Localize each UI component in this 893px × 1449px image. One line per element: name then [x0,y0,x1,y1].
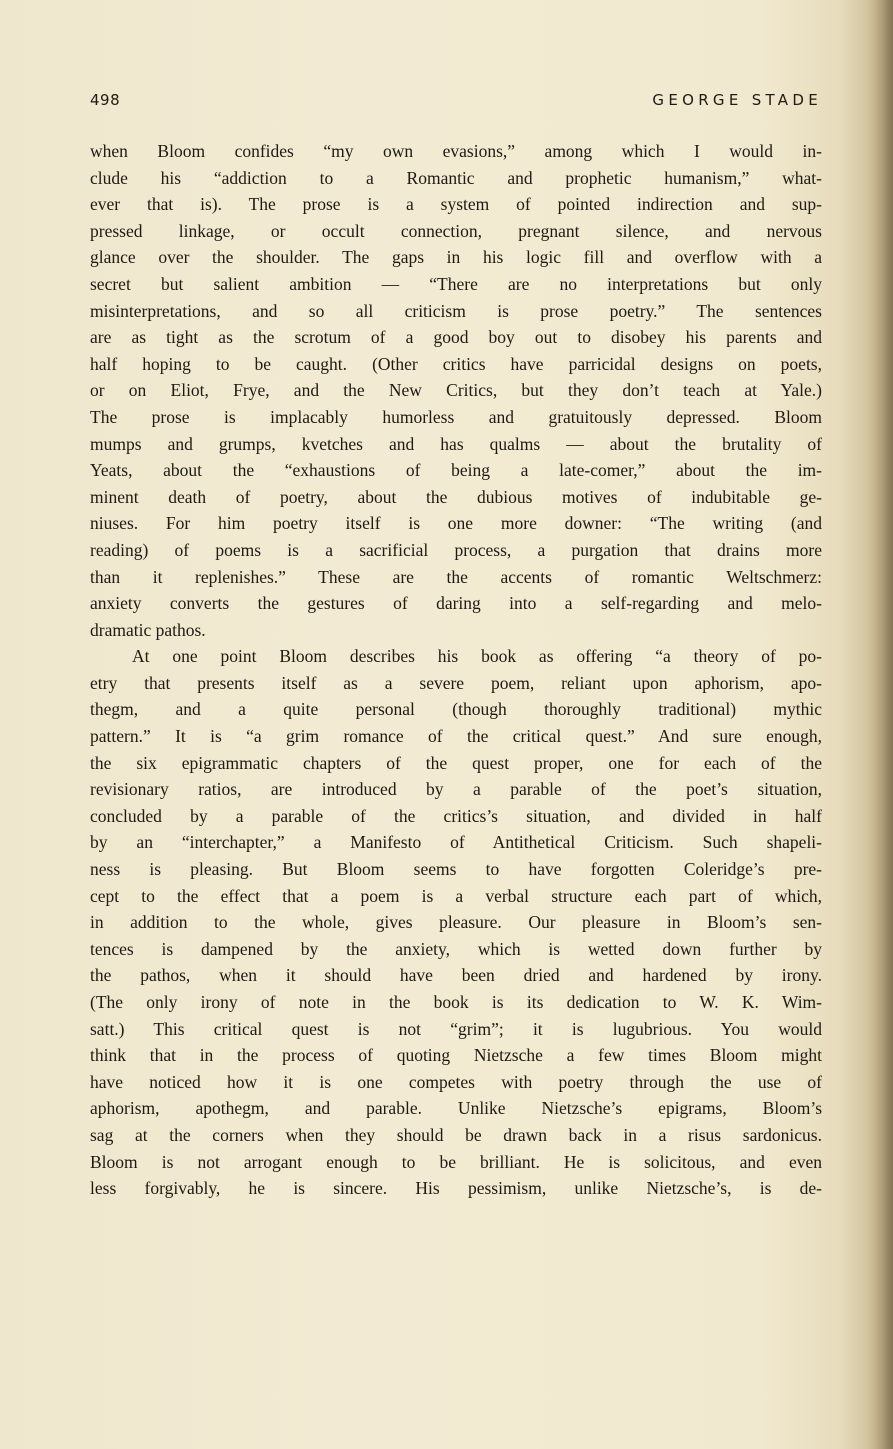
text-line: sag at the corners when they should be drawn back in a risus sardonicus. [90,1124,822,1145]
text-line: etry that presents itself as a severe poem, reliant upon aphorism, apo- [90,672,822,693]
text-line: have noticed how it is one competes with poetry through the use of [90,1071,822,1092]
text-line: less forgivably, he is sincere. His pessimism, unlike Nietzsche’s, is de- [90,1178,822,1199]
text-line: half hoping to be caught. (Other critics have parricidal designs on poets, [90,353,822,374]
text-line: anxiety converts the gestures of daring into a self-regarding and melo- [90,593,822,614]
text-line: ever that is). The prose is a system of pointed indirection and sup- [90,194,822,215]
text-line: the pathos, when it should have been dried and hardened by irony. [90,965,822,986]
text-line: when Bloom confides “my own evasions,” among which I would in- [90,141,822,161]
page-gutter-shadow [867,0,893,1449]
running-head: GEORGE STADE [652,91,822,109]
text-line: tences is dampened by the anxiety, which is wetted down further by [90,938,822,959]
text-line: pattern.” It is “a grim romance of the critical quest.” And sure enough, [90,726,822,747]
text-line: concluded by a parable of the critics’s situation, and divided in half [90,805,822,826]
text-line: revisionary ratios, are introduced by a parable of the poet’s situation, [90,779,822,800]
text-line: secret but salient ambition — “There are no interpretations but only [90,273,822,294]
text-line: than it replenishes.” These are the accents of romantic Weltschmerz: [90,566,822,587]
text-line: ness is pleasing. But Bloom seems to have forgotten Coleridge’s pre- [90,859,822,880]
text-line: cept to the effect that a poem is a verbal structure each part of which, [90,885,822,906]
text-line: clude his “addiction to a Romantic and prophetic humanism,” what- [90,167,822,188]
page-header [90,91,822,113]
text-line: (The only irony of note in the book is its dedication to W. K. Wim- [90,992,822,1012]
text-line: Yeats, about the “exhaustions of being a late-comer,” about the im- [90,460,822,481]
text-line: minent death of poetry, about the dubious motives of indubitable ge- [90,486,822,507]
page-number: 498 [90,91,121,109]
text-line: The prose is implacably humorless and gratuitously depressed. Bloom [90,406,822,427]
text-line: aphorism, apothegm, and parable. Unlike Nietzsche’s epigrams, Bloom’s [90,1098,822,1119]
text-line: satt.) This critical quest is not “grim”; it is lugubrious. You would [90,1018,822,1039]
text-line: glance over the shoulder. The gaps in his logic fill and overflow with a [90,247,822,268]
text-line: mumps and grumps, kvetches and has qualms — about the brutality of [90,433,822,454]
text-line: dramatic pathos. [90,619,206,640]
text-line: misinterpretations, and so all criticism is prose poetry.” The sentences [90,300,822,321]
text-line: At one point Bloom describes his book as offering “a theory of po- [132,646,822,667]
text-line: or on Eliot, Frye, and the New Critics, but they don’t teach at Yale.) [90,380,822,401]
text-line: by an “interchapter,” a Manifesto of Antithetical Criticism. Such shapeli- [90,832,822,853]
text-line: pressed linkage, or occult connection, pregnant silence, and nervous [90,220,822,241]
text-line: Bloom is not arrogant enough to be brilliant. He is solicitous, and even [90,1151,822,1172]
text-line: the six epigrammatic chapters of the quest proper, one for each of the [90,752,822,773]
body-text [90,138,822,1202]
text-line: in addition to the whole, gives pleasure. Our pleasure in Bloom’s sen- [90,912,822,933]
text-line: reading) of poems is a sacrificial process, a purgation that drains more [90,539,822,560]
text-line: thegm, and a quite personal (though thoroughly traditional) mythic [90,699,822,720]
text-line: think that in the process of quoting Nietzsche a few times Bloom might [90,1045,822,1066]
text-line: are as tight as the scrotum of a good boy out to disobey his parents and [90,327,822,348]
text-line: niuses. For him poetry itself is one more downer: “The writing (and [90,513,822,534]
